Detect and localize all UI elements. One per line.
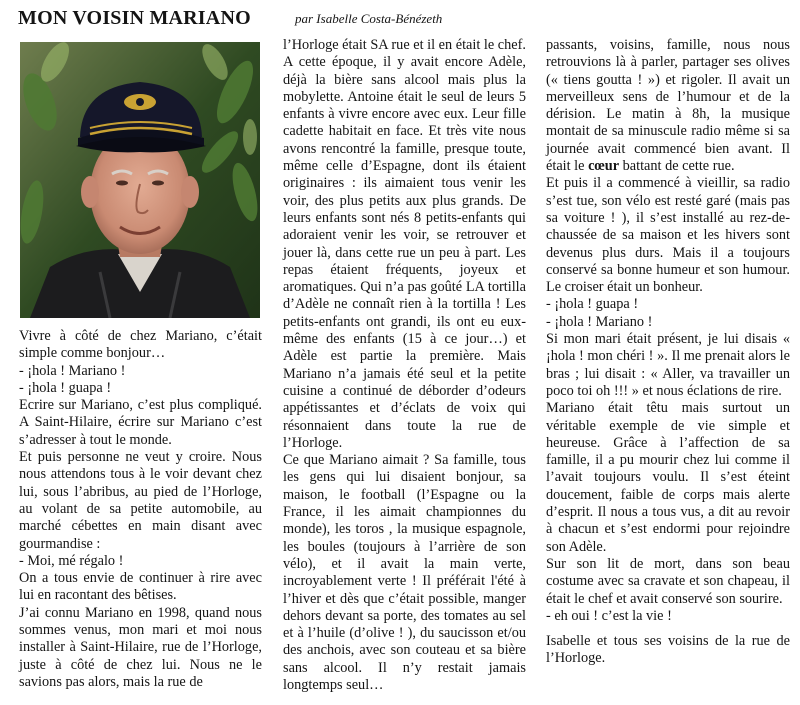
column-2 bbox=[283, 37, 526, 694]
paragraph: Et puis personne ne veut y croire. Nous nous attendons tous à le voir devant chez lui, sous l’abribus, au pied de l’Horloge, au volant de sa petite automobile, au marché cébettes en main disant avec gourmandise : bbox=[19, 449, 262, 552]
dialogue-line: - ¡hola ! Mariano ! bbox=[546, 313, 653, 330]
paragraph: J’ai connu Mariano en 1998, quand nous sommes venus, mon mari et moi nous installer à Saint-Hilaire, rue de l’Horloge, juste à côté de chez lui. Nous ne le savions pas alors, mais la rue de bbox=[19, 604, 262, 690]
dialogue-line: - ¡hola ! guapa ! bbox=[546, 296, 639, 313]
column-1 bbox=[19, 328, 262, 691]
spacer bbox=[546, 625, 790, 633]
dialogue-line: - ¡hola ! guapa ! bbox=[19, 379, 112, 396]
dialogue-line: - Moi, mé régalo ! bbox=[19, 552, 124, 569]
dialogue-line: - eh oui ! c’est la vie ! bbox=[546, 607, 672, 624]
portrait-photo-icon bbox=[20, 42, 260, 318]
paragraph: l’Horloge était SA rue et il en était le chef. A cette époque, il y avait encore Adèle, déjà la bière sans alcool mais plus la mobylette. Antoine était le seul de leurs 5 enfants à vivre encore avec eux. Leur fille cadette habitait en face. Et très vite nous avons rencontré la famille, presque toute, même celle d’Espagne, dont ils étaient originaires : ils aimaient tous venir les voir, des plus petits aux plus grands. De leurs enfants sont nés 8 petits-enfants qui adoraient venir les voir, se retrouver et jouer là, dans cette rue un peu à part. Les repas étaient fréquents, joyeux et aromatiques. Qui n’a pas goûté LA tortilla d’Adèle ne connaît rien à la tortilla ! Les petits-enfants ont grandi, ils ont eu eux-même des enfants (15 à ce jour…) et Adèle est partie la première. Mais Mariano n’a jamais été seul et la petite cuisine a continué de déborder d’odeurs appétissantes et d’éclats de voix qui résonnaient dans toute la rue de l’Horloge. bbox=[283, 37, 526, 451]
paragraph: Sur son lit de mort, dans son beau costume avec sa cravate et son chapeau, il était le chef et avait conservé son sourire. bbox=[546, 555, 790, 607]
article-byline: par Isabelle Costa-Bénézeth bbox=[295, 11, 443, 26]
paragraph: Et puis il a commencé à vieillir, sa radio s’est tue, son vélo est resté garé (mais pas sa voiture ! ), il s’est installé au rez-de-chaussée de sa maison et les hivers sont devenus plus durs. Mais il a toujours conservé sa bonne humeur et son humour. Le croiser était un bonheur. bbox=[546, 175, 790, 296]
column-3 bbox=[546, 37, 790, 668]
paragraph: Ecrire sur Mariano, c’est plus compliqué. A Saint-Hilaire, écrire sur Mariano c’est s’adresser à tout le monde. bbox=[19, 397, 262, 448]
article-title: MON VOISIN MARIANO bbox=[18, 7, 251, 29]
paragraph: Vivre à côté de chez Mariano, c’était simple comme bonjour… bbox=[19, 328, 262, 362]
dialogue-line: - ¡hola ! Mariano ! bbox=[19, 362, 126, 379]
paragraph bbox=[546, 37, 790, 175]
paragraph: Mariano était têtu mais surtout un véritable exemple de vie simple et heureuse. Grâce à l’affection de sa famille, il a pu mourir chez lui comme il l’avait toujours voulu. Il s’est éteint doucement, faible de corps mais alerte d’esprit. Il nous a tous vus, a dit au revoir à chacun et s’est endormi pour rejoindre son Adèle. bbox=[546, 400, 790, 555]
paragraph: On a tous envie de continuer à rire avec lui en racontant des bêtises. bbox=[19, 570, 262, 604]
emphasis-word: cœur bbox=[588, 158, 620, 175]
paragraph-text: battant de cette rue. bbox=[619, 158, 735, 175]
paragraph-text: passants, voisins, famille, nous nous retrouvions là à parler, partager ses olives (« tiens goutta ! ») et rigoler. Il avait un merveilleux sens de l’humour et de la dérision. Le matin à 8h, la musique montait de sa minuscule radio même si sa journée avait commencé bien avant. Il était le bbox=[546, 37, 790, 175]
paragraph: Ce que Mariano aimait ? Sa famille, tous les gens qui lui disaient bonjour, sa maison, le football (l’Espagne ou la France, il les aimait championnes du monde), les toros , la musique espagnole, les boules (toujours à l’arrière de son vélo), et il avait la main verte, incroyablement verte ! Il préférait l'été à l’hiver et dès que c’était possible, manger dehors devant sa porte, des tomates au sel et à l’huile (d’olive ! ), du saucisson et/ou des anchois, avec son couteau et sa bière sans alcool. Il n’y restait jamais longtemps seul… bbox=[283, 452, 526, 693]
signature: Isabelle et tous ses voisins de la rue de l’Horloge. bbox=[546, 633, 790, 667]
paragraph: Si mon mari était présent, je lui disais « ¡hola ! mon chéri ! ». Il me prenait alors le bras ; lui disait : « Aller, va travailler un poco toi oh !!! » et nous éclations de rire. bbox=[546, 331, 790, 399]
